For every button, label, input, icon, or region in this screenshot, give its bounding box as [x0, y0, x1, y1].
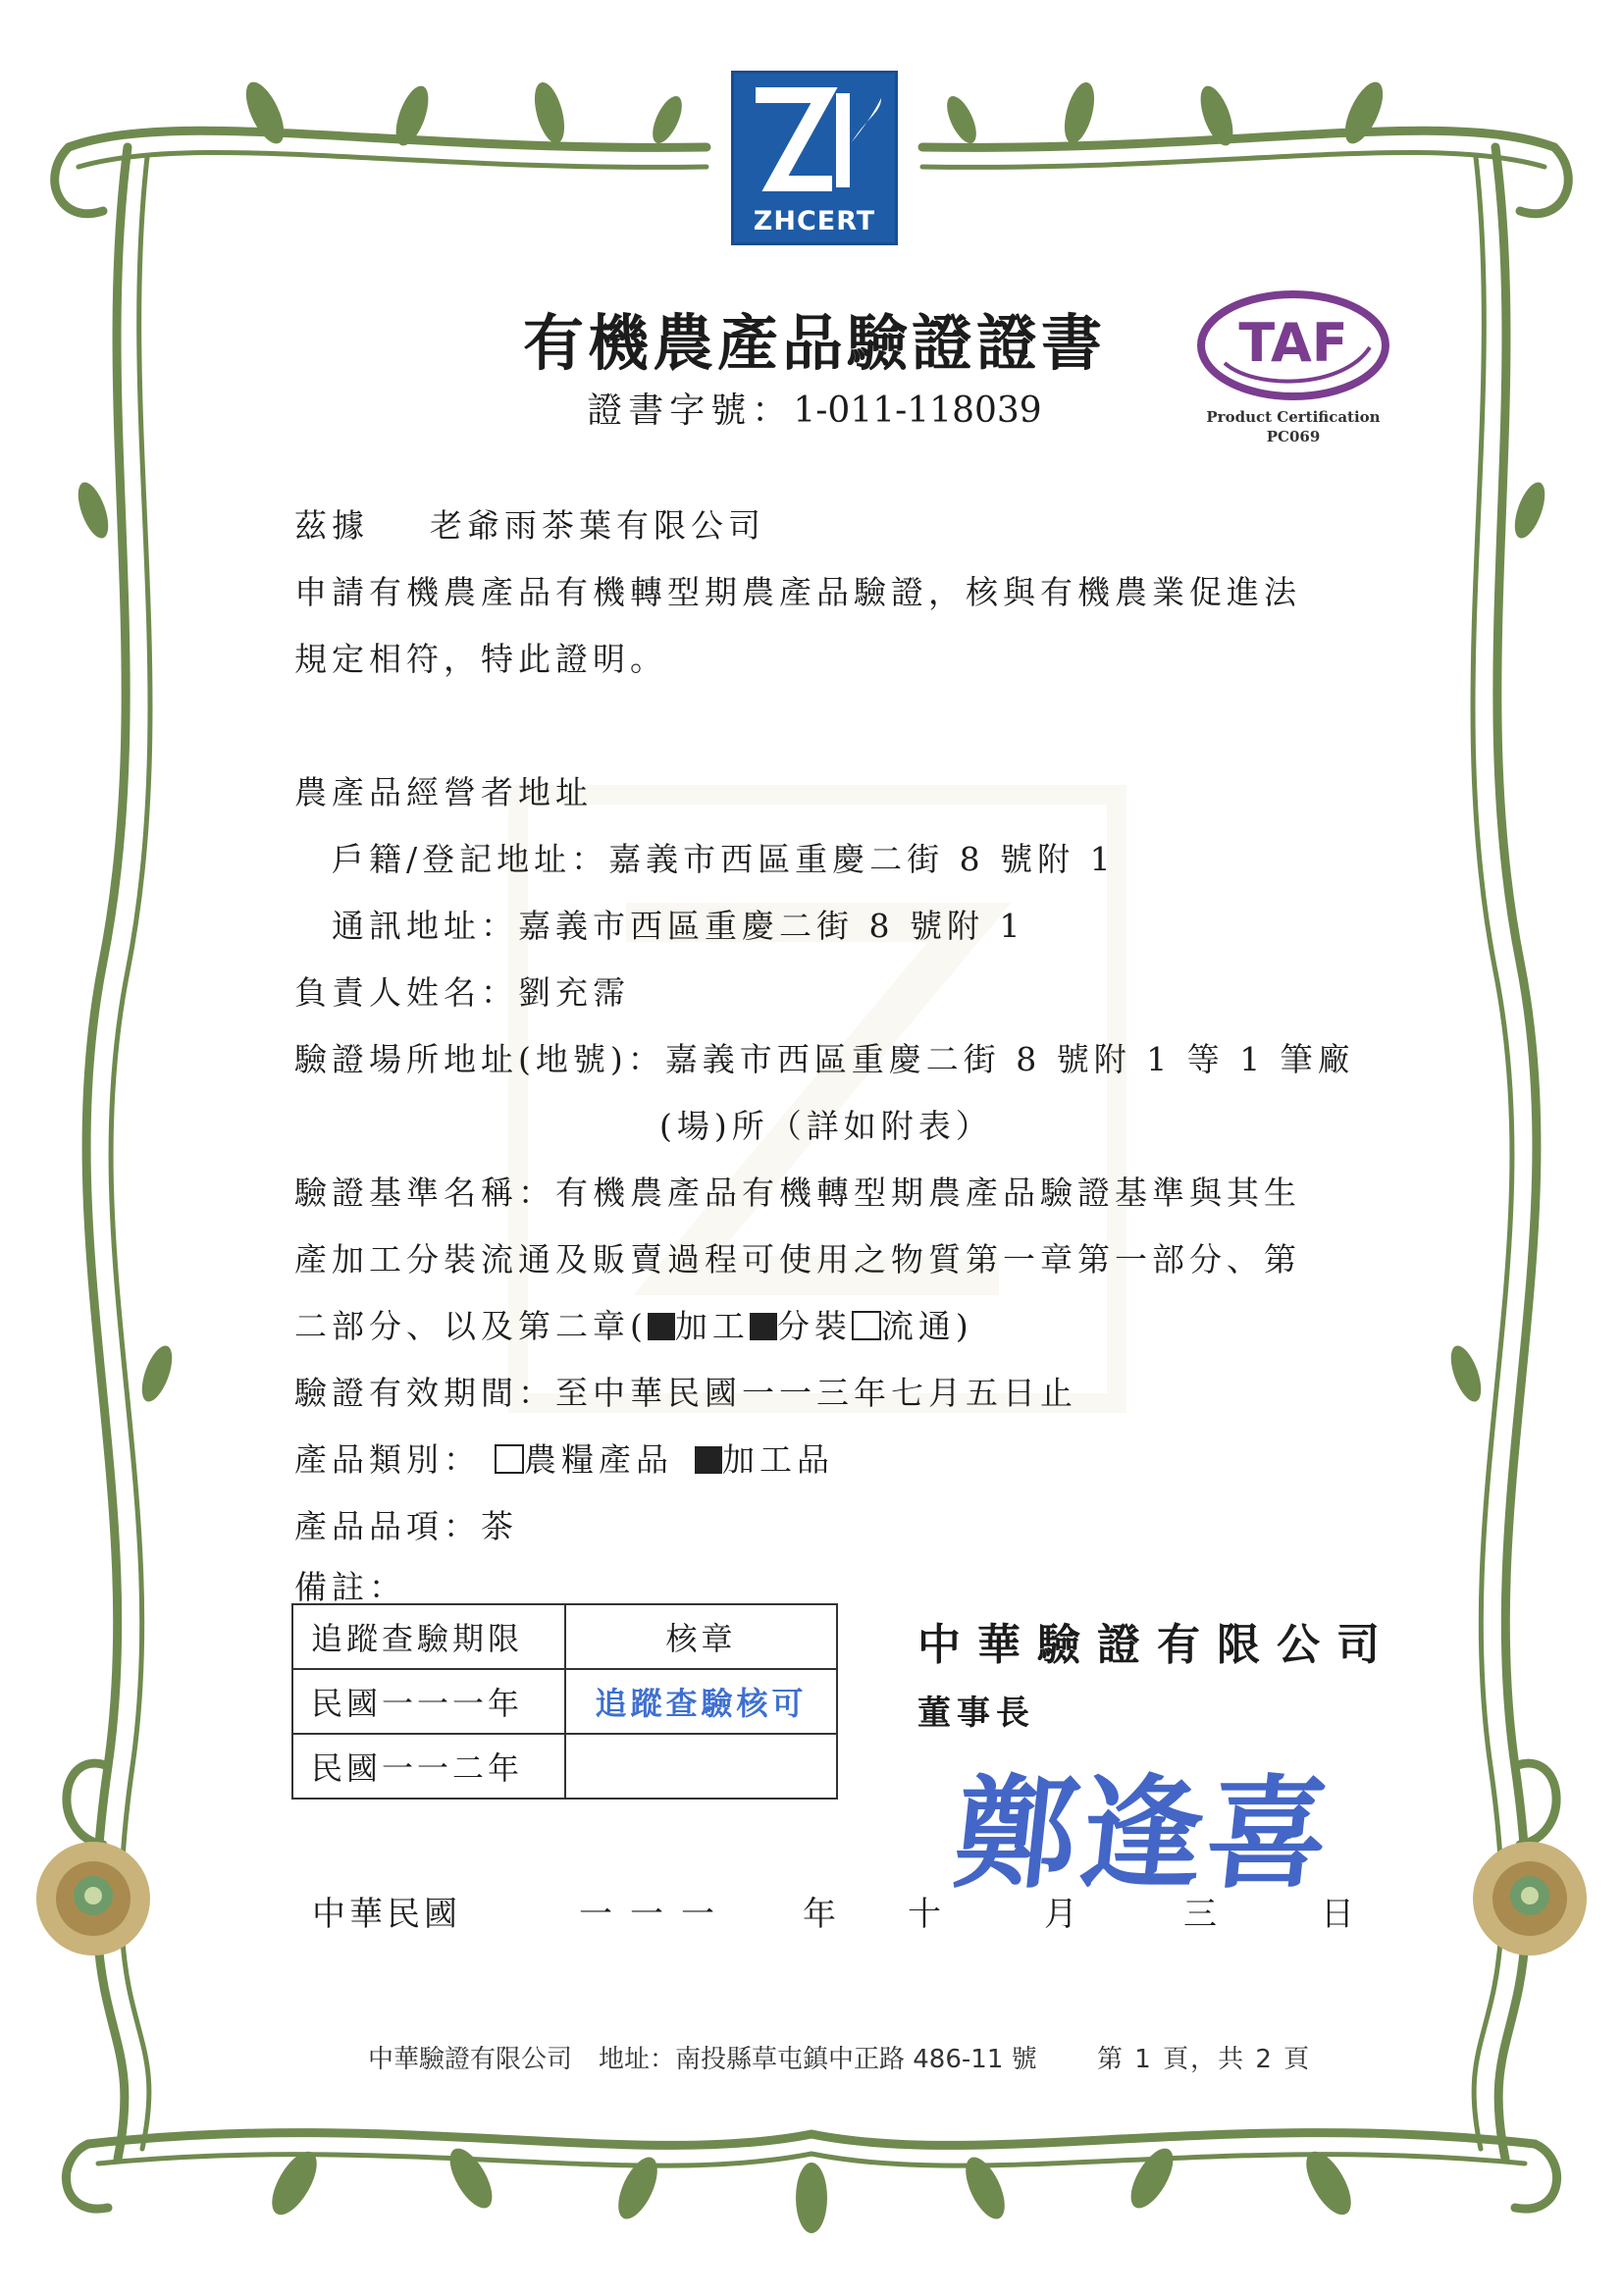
mailing-address-label: 通訊地址：: [332, 907, 518, 945]
checkbox-packaging-checked: [750, 1313, 777, 1340]
checkbox-processing-checked: [648, 1313, 675, 1340]
certificate-number: 1-011-118039: [793, 391, 1042, 431]
approval-stamp: 追蹤查驗核可: [565, 1669, 837, 1734]
footer-page-number: 第 1 頁，共 2 頁: [1097, 2045, 1312, 2074]
site-address-line-2: (場)所（詳如附表）: [659, 1107, 993, 1145]
category-line: [294, 1435, 834, 1481]
flower-ornament-left: [36, 1842, 150, 1956]
table-row: [292, 1669, 837, 1734]
header-inspection-period: 追蹤查驗期限: [292, 1604, 565, 1669]
taf-logo-icon: [1195, 287, 1391, 404]
household-address-label: 戶籍/登記地址：: [332, 840, 609, 878]
responsible-person-label: 負責人姓名：: [294, 973, 518, 1012]
date-day-unit: 日: [1321, 1895, 1358, 1934]
validity-label: 驗證有效期間：: [294, 1374, 555, 1412]
chairman-title: 董事長: [917, 1694, 1035, 1733]
statement-line-1: 申請有機農產品有機轉型期農產品驗證，核與有機農業促進法: [294, 573, 1301, 611]
date-era: 中華民國: [312, 1895, 461, 1934]
household-address-line: [332, 834, 1116, 880]
flower-ornament-right: [1473, 1842, 1587, 1956]
taf-code: PC069: [1266, 428, 1321, 445]
table-header-row: [292, 1604, 837, 1669]
responsible-person-name: 劉充霈: [518, 973, 630, 1012]
certificate-number-label: 證書字號：: [587, 391, 794, 431]
responsible-person-line: [294, 967, 630, 1014]
category-label: 產品類別：: [294, 1440, 481, 1479]
ziju-label: 茲據: [294, 506, 369, 545]
checkbox-processed-checked: [695, 1446, 722, 1474]
date-month: 十: [908, 1895, 945, 1934]
product-item-label: 產品品項：: [294, 1507, 481, 1545]
standard-line-2: 產加工分裝流通及販賣過程可使用之物質第一章第一部分、第: [294, 1240, 1301, 1278]
chairman-signature: 鄭逢喜: [948, 1763, 1340, 1905]
checkbox-agricultural-unchecked: [495, 1444, 524, 1474]
zhcert-logo-text: ZHCERT: [753, 206, 876, 236]
taf-caption: Product Certification: [1206, 408, 1381, 426]
statement-line-2: 規定相符，特此證明。: [294, 640, 667, 678]
mailing-address: 嘉義市西區重慶二街 8 號附 1: [518, 907, 1025, 945]
applicant-line: [294, 500, 765, 547]
issuing-company: 中華驗證有限公司: [917, 1620, 1396, 1670]
date-day: 三: [1183, 1895, 1221, 1934]
mailing-address-line: [332, 901, 1024, 947]
standard-line-3: [294, 1301, 973, 1347]
validity-line: [294, 1368, 1077, 1414]
category-option-agricultural: 農糧產品: [524, 1440, 673, 1479]
standard-line-1: 驗證基準名稱：有機農產品有機轉型期農產品驗證基準與其生: [294, 1174, 1301, 1212]
row-year: 民國一一二年: [292, 1734, 565, 1799]
site-address-line: [294, 1034, 1355, 1080]
option-distribution: 流通: [880, 1307, 956, 1345]
remarks-label: 備註：: [294, 1568, 406, 1606]
standard-line-3-prefix: 二部分、以及第二章(: [294, 1307, 648, 1345]
product-item-value: 茶: [481, 1507, 518, 1545]
standard-line-3-suffix: ): [955, 1307, 973, 1345]
site-address: 嘉義市西區重慶二街 8 號附 1 等 1 筆廠: [664, 1040, 1355, 1078]
household-address: 嘉義市西區重慶二街 8 號附 1: [608, 840, 1116, 878]
option-processing: 加工: [674, 1307, 750, 1345]
header-seal: 核章: [565, 1604, 837, 1669]
site-address-label: 驗證場所地址(地號)：: [294, 1040, 665, 1078]
taf-accreditation-mark: [1195, 287, 1391, 445]
row-year: 民國一一一年: [292, 1669, 565, 1734]
zhcert-logo: [731, 71, 898, 245]
applicant-name: 老爺雨茶葉有限公司: [430, 506, 765, 545]
footer-address: 地址：南投縣草屯鎮中正路 486-11 號: [599, 2045, 1037, 2074]
date-year: 一一一: [579, 1895, 732, 1934]
validity-value: 至中華民國一一三年七月五日止: [555, 1374, 1077, 1412]
table-row: [292, 1734, 837, 1799]
taf-logo-text: TAF: [1238, 312, 1348, 374]
date-month-unit: 月: [1044, 1895, 1081, 1934]
tracking-inspection-table: [291, 1603, 838, 1800]
option-packaging: 分裝: [776, 1307, 852, 1345]
date-year-unit: 年: [803, 1895, 840, 1934]
product-item-line: [294, 1501, 518, 1547]
category-option-processed: 加工品: [722, 1440, 834, 1479]
row-seal-empty: [565, 1734, 837, 1799]
address-heading: 農產品經營者地址: [294, 773, 593, 811]
footer-company: 中華驗證有限公司: [368, 2045, 573, 2074]
certificate-number-line: [491, 383, 1138, 433]
certificate-title: 有機農產品驗證證書: [522, 307, 1106, 379]
checkbox-distribution-unchecked: [852, 1311, 881, 1340]
